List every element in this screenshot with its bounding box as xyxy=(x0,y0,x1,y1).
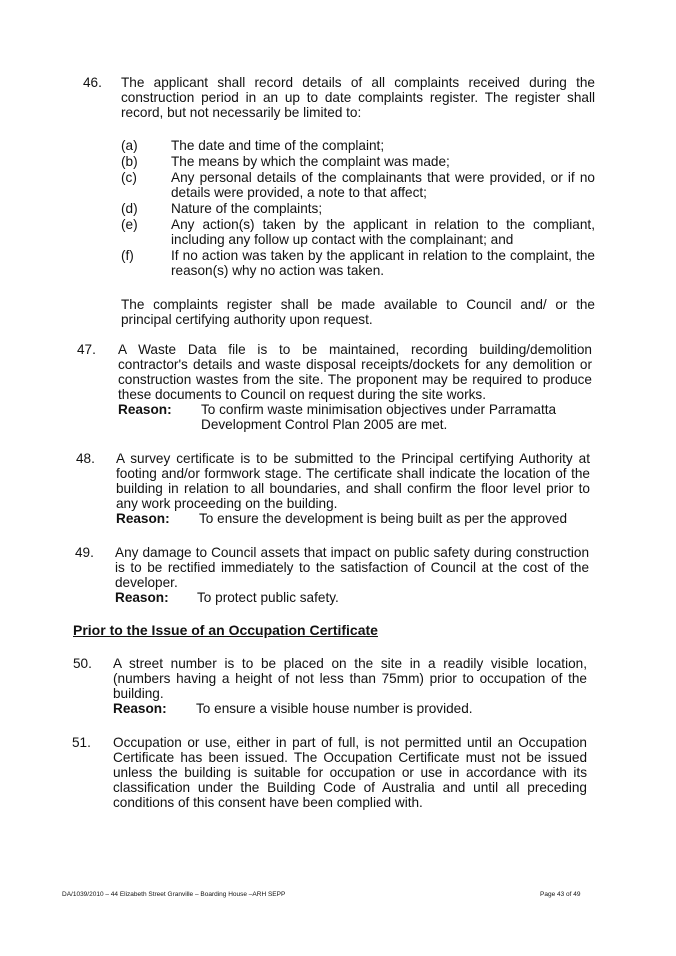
condition-body xyxy=(113,735,587,810)
list-item-label: (e) xyxy=(121,217,138,232)
reason-label: Reason: xyxy=(113,701,167,716)
list-item-text: Any action(s) taken by the applicant in relation to the compliant, including any follow up contact with the complainant; and xyxy=(171,217,595,247)
list-item-label: (d) xyxy=(121,201,138,216)
condition-body xyxy=(118,342,592,432)
list-item xyxy=(121,217,595,247)
list-item-text: The date and time of the complaint; xyxy=(171,138,385,153)
list-item xyxy=(121,154,595,169)
reason xyxy=(116,511,590,526)
condition-number: 51. xyxy=(72,735,91,750)
reason-text: To ensure a visible house number is provided. xyxy=(196,701,473,716)
condition-body xyxy=(113,656,587,716)
condition-number: 48. xyxy=(76,451,95,466)
condition-number: 46. xyxy=(83,75,102,90)
section-heading: Prior to the Issue of an Occupation Certificate xyxy=(73,622,378,638)
reason-text: To confirm waste minimisation objectives under Parramatta Development Control Plan 2005 are met. xyxy=(201,402,557,432)
list-item xyxy=(121,138,595,153)
condition-text: A street number is to be placed on the site in a readily visible location, (numbers having a height of not less than 75mm) prior to occupation of the building. xyxy=(113,656,587,701)
reason xyxy=(118,402,592,432)
condition-body xyxy=(116,451,590,526)
list-item xyxy=(121,248,595,278)
condition-text: Any damage to Council assets that impact on public safety during construction is to be rectified immediately to the satisfaction of Council at the cost of the developer. xyxy=(115,545,589,590)
list-item-label: (f) xyxy=(121,248,134,263)
condition-number: 47. xyxy=(77,342,96,357)
list-item-text: If no action was taken by the applicant in relation to the complaint, the reason(s) why no action was taken. xyxy=(171,248,595,278)
list-item-label: (b) xyxy=(121,154,138,169)
reason xyxy=(115,590,589,605)
condition-text: A Waste Data file is to be maintained, recording building/demolition contractor's details and waste disposal receipts/dockets for any demolition or construction wastes from the site. The proponent may be required to produce these documents to Council on request during the site works. xyxy=(118,342,592,402)
reason-text: To protect public safety. xyxy=(197,590,339,605)
reason xyxy=(113,701,587,716)
list-item-text: The means by which the complaint was made; xyxy=(171,154,450,169)
condition-text: The applicant shall record details of all complaints received during the construction period in an up to date complaints register. The register shall record, but not necessarily be limited to: xyxy=(121,75,595,120)
condition-body xyxy=(121,75,595,327)
list-item-label: (c) xyxy=(121,170,137,185)
reason-label: Reason: xyxy=(116,511,170,526)
reason-label: Reason: xyxy=(118,402,172,417)
complaint-details-list xyxy=(121,138,595,278)
list-item-text: Any personal details of the complainants that were provided, or if no details were provided, a note to that affect; xyxy=(171,170,595,200)
footer-page-number: Page 43 of 49 xyxy=(540,891,581,898)
footer-document-reference: DA/1039/2010 – 44 Elizabeth Street Granville – Boarding House –ARH SEPP xyxy=(62,891,286,898)
condition-text: A survey certificate is to be submitted to the Principal certifying Authority at footing and/or formwork stage. The certificate shall indicate the location of the building in relation to all boundaries, and shall confirm the floor level prior to any work proceeding on the building. xyxy=(116,451,590,511)
list-item-label: (a) xyxy=(121,138,138,153)
condition-number: 49. xyxy=(75,545,94,560)
list-item xyxy=(121,170,595,200)
condition-number: 50. xyxy=(73,656,92,671)
list-item xyxy=(121,201,595,216)
condition-closing-text: The complaints register shall be made available to Council and/ or the principal certifying authority upon request. xyxy=(121,297,595,327)
condition-text: Occupation or use, either in part of full, is not permitted until an Occupation Certificate has been issued. The Occupation Certificate must not be issued unless the building is suitable for occupation or use in accordance with its classification under the Building Code of Australia and until all preceding conditions of this consent have been complied with. xyxy=(113,735,587,810)
reason-text: To ensure the development is being built as per the approved xyxy=(199,511,568,526)
reason-label: Reason: xyxy=(115,590,169,605)
condition-body xyxy=(115,545,589,605)
list-item-text: Nature of the complaints; xyxy=(171,201,323,216)
